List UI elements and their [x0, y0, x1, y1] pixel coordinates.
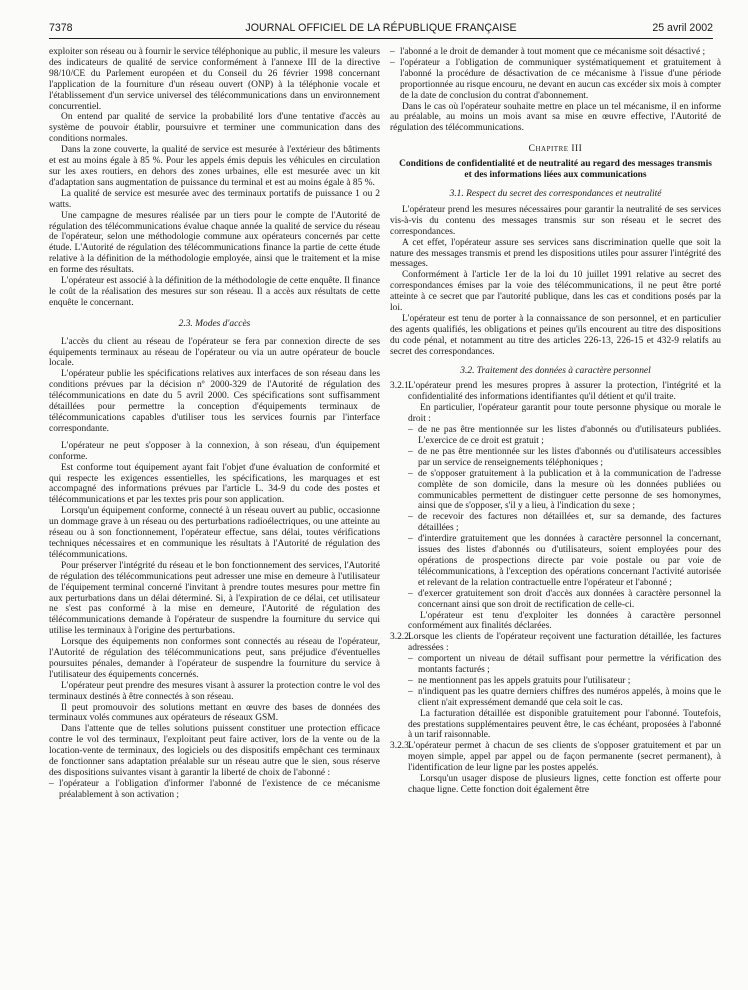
list-item: – l'opérateur a l'obligation de communiquer systématiquement et gratuitement à l'abonné la procédure de désactivation de ce mécanisme à l'issue d'une période proportionnée au risque encouru, ne devant en aucun cas excéder six mois à compter de la date de conclusion du contrat d'abonnement.: [390, 58, 721, 102]
paragraph: Lorsqu'un usager dispose de plusieurs lignes, cette fonction est offerte pour chaque ligne. Cette fonction doit également être: [408, 774, 721, 795]
chapter-heading: Chapitre III: [528, 144, 583, 155]
paragraph: L'opérateur est associé à la définition de la méthodologie de cette enquête. Il finance le coût de la réalisation des mesures sur son réseau. Il a accès aux résultats de cette enquête le concernant.: [49, 276, 380, 308]
section-heading-2-3: 2.3. Modes d'accès: [178, 318, 251, 329]
list-item: – de ne pas être mentionnée sur les listes d'abonnés ou d'utilisateurs publiées. L'exercice de ce droit est gratuit ;: [408, 425, 721, 447]
paragraph: En particulier, l'opérateur garantit pour toute personne physique ou morale le droit :: [408, 403, 721, 425]
header-rule: [49, 38, 713, 39]
list-item: – de ne pas être mentionnée sur les listes d'abonnés ou d'utilisateurs accessibles par un service de renseignements téléphoniques ;: [408, 447, 721, 469]
paragraph: A cet effet, l'opérateur assure ses services sans discrimination quelle que soit la nature des messages transmis et prend les dispositions utiles pour assurer l'intégrité des messages.: [390, 237, 721, 270]
list-item: – de s'opposer gratuitement à la publication et à la communication de l'adresse complète de son domicile, dans la mesure où les données publiées ou communicables permettent de distinguer cette personne de ses homonymes, ainsi que de s'opposer, s'il y a lieu, à l'indication du sexe ;: [408, 469, 721, 513]
paragraph: L'opérateur permet à chacun de ses clients de s'opposer gratuitement et par un moyen simple, appel par appel ou de façon permanente (secret permanent), à l'identification de leur ligne par les postes appelés.: [408, 741, 721, 774]
paragraph: L'opérateur prend les mesures nécessaires pour garantir la neutralité de ses services vis-à-vis du contenu des messages transmis sur son réseau et le secret des correspondances.: [390, 204, 721, 237]
text-columns: [49, 47, 721, 990]
right-column: [390, 47, 721, 796]
paragraph: L'opérateur ne peut s'opposer à la connexion, à son réseau, d'un équipement conforme.: [49, 440, 380, 462]
paragraph: Est conforme tout équipement ayant fait l'objet d'une évaluation de conformité et qui respecte les exigences essentielles, les spécifications, les marquages et est accompagné des informations prévues par l'article L. 34-9 du code des postes et télécommunications et par les textes pris pour son application.: [49, 462, 380, 506]
chapter-title: Conditions de confidentialité et de neutralité au regard des messages transmis et des informations liées aux communications: [399, 159, 712, 181]
publication-date: 25 avril 2002: [652, 22, 713, 34]
list-item: – n'indiquent pas les quatre derniers chiffres des numéros appelés, à moins que le client n'ait expressément demandé que cela soit le cas.: [408, 687, 721, 709]
bullet-list: [49, 779, 380, 801]
paragraph: L'opérateur peut prendre des mesures visant à assurer la protection contre le vol des terminaux destinés à être connectés à son réseau.: [49, 680, 380, 702]
paragraph: Une campagne de mesures réalisée par un tiers pour le compte de l'Autorité de régulation des télécommunications évalue chaque année la qualité de service du réseau de l'opérateur, selon une méthodologie commune aux opérateurs concernés par cette étude. L'Autorité de régulation des télécommunications finance la partie de cette étude relative à la définition de la méthodologie employée, ainsi que le traitement et la mise en forme des résultats.: [49, 210, 380, 276]
paragraph: Il peut promouvoir des solutions mettant en œuvre des bases de données des terminaux volés communes aux opérateurs de réseaux GSM.: [49, 702, 380, 724]
bullet-list: [408, 425, 721, 610]
paragraph: L'opérateur publie les spécifications relatives aux interfaces de son réseau dans les conditions prévues par la décision nº 2000-329 de l'Autorité de régulation des télécommunications en date du 5 avril 2000. Ces spécifications sont suffisamment détaillées pour permettre la conception d'équipements terminaux de télécommunications capables d'utiliser tous les services fournis par l'interface correspondante.: [49, 369, 380, 434]
list-item: – d'interdire gratuitement que les données à caractère personnel la concernant, issues des listes d'abonnés ou d'utilisateurs, soient employées pour des opérations de prospections directe par voie postale ou par voie de télécommunications, à l'exception des opérations concernant l'activité autorisée et relevant de la relation contractuelle entre l'opérateur et l'abonné ;: [408, 534, 721, 589]
list-item: – comportent un niveau de détail suffisant pour permettre la vérification des montants facturés ;: [408, 654, 721, 676]
section-heading-3-2: 3.2. Traitement des données à caractère personnel: [460, 365, 651, 376]
paragraph: exploiter son réseau ou à fournir le service téléphonique au public, il mesure les valeurs des indicateurs de qualité de service conformément à l'annexe III de la directive 98/10/CE du Parlement européen et du Conseil du 26 février 1998 concernant l'application de la fourniture d'un réseau ouvert (ONP) à la téléphonie vocale et l'établissement d'un service universel des télécommunications dans un environnement concurrentiel.: [49, 47, 380, 112]
paragraph: L'opérateur prend les mesures propres à assurer la protection, l'intégrité et la confidentialité des informations identifiantes qu'il détient et qu'il traite.: [408, 381, 721, 403]
list-item: – d'exercer gratuitement son droit d'accès aux données à caractère personnel la concernant ainsi que son droit de rectification de celle-ci.: [408, 589, 721, 611]
article-3-2-3: [390, 741, 721, 796]
paragraph: L'opérateur est tenu de porter à la connaissance de son personnel, et en particulier des agents qualifiés, les obligations et peines qu'ils encourent au titre des dispositions du code pénal, et notamment au titre des articles 226-13, 226-15 et 432-9 relatifs au secret des correspondances.: [390, 313, 721, 357]
list-item: – ne mentionnent pas les appels gratuits pour l'utilisateur ;: [408, 676, 721, 687]
paragraph: Conformément à l'article 1er de la loi du 10 juillet 1991 relative au secret des correspondances émises par la voie des télécommunications, il ne peut être porté atteinte à ce secret que par l'autorité publique, dans les cas et conditions posés par la loi.: [390, 270, 721, 314]
paragraph: L'opérateur est tenu d'exploiter les données à caractère personnel conformément aux finalités déclarées.: [408, 610, 721, 632]
paragraph: La facturation détaillée est disponible gratuitement pour l'abonné. Toutefois, des prestations supplémentaires peuvent être, le cas échéant, proposées à l'abonné à un tarif raisonnable.: [408, 708, 721, 741]
paragraph: Lorsque des équipements non conformes sont connectés au réseau de l'opérateur, l'Autorité de régulation des télécommunications peut, sans préjudice d'éventuelles poursuites pénales, demander à l'opérateur de suspendre la fourniture du service à l'utilisateur des équipements concernés.: [49, 637, 380, 680]
paragraph: Dans l'attente que de telles solutions puissent constituer une protection efficace contre le vol des terminaux, l'exploitant peut faire activer, lors de la vente ou de la location-vente de terminaux, des logiciels ou des dispositifs empêchant ces terminaux de fonctionner sans adaptation préalable sur un réseau autre que le sien, sous réserve des dispositions suivantes visant à garantir la liberté de choix de l'abonné :: [49, 724, 380, 778]
article-3-2-1: [390, 381, 721, 632]
journal-title: JOURNAL OFFICIEL DE LA RÉPUBLIQUE FRANÇAISE: [245, 22, 517, 34]
paragraph: Pour préserver l'intégrité du réseau et le bon fonctionnement des services, l'Autorité de régulation des télécommunications peut adresser une mise en demeure à l'utilisateur de l'équipement terminal concerné l'invitant à prendre toutes mesures pour mettre fin aux perturbations dans un délai déterminé. Si, à l'expiration de ce délai, cet utilisateur ne s'est pas conformé à la mise en demeure, l'Autorité de régulation des télécommunications demande à l'opérateur de suspendre la fourniture du service qui utilise les terminaux à l'origine des perturbations.: [49, 560, 380, 637]
paragraph: Lorsque les clients de l'opérateur reçoivent une facturation détaillée, les factures adressées :: [408, 632, 721, 654]
paragraph: Lorsqu'un équipement conforme, connecté à un réseau ouvert au public, occasionne un dommage grave à un réseau ou des perturbations radioélectriques, ou une atteinte au réseau ou à son fonctionnement, l'opérateur effectue, sans délai, toutes vérifications techniques nécessaires et en communique les résultats à l'Autorité de régulation des télécommunications.: [49, 506, 380, 560]
paragraph: Dans le cas où l'opérateur souhaite mettre en place un tel mécanisme, il en informe au préalable, au moins un mois avant sa mise en œuvre effective, l'Autorité de régulation des télécommunications.: [390, 101, 721, 134]
article-number: 3.2.3.: [390, 741, 412, 752]
paragraph: On entend par qualité de service la probabilité lors d'une tentative d'accès au système de pouvoir établir, poursuivre et terminer une communication dans des conditions normales.: [49, 112, 380, 145]
page-number: 7378: [49, 22, 73, 34]
paragraph: L'accès du client au réseau de l'opérateur se fera par connexion directe de ses équipements terminaux au réseau de l'opérateur ou via un autre opérateur de boucle locale.: [49, 336, 380, 369]
left-column: [49, 47, 380, 801]
page-header: [49, 22, 713, 36]
article-3-2-2: [390, 632, 721, 741]
article-number: 3.2.1.: [390, 381, 412, 392]
article-number: 3.2.2.: [390, 632, 412, 643]
bullet-list: [408, 654, 721, 709]
list-item: – l'abonné a le droit de demander à tout moment que ce mécanisme soit désactivé ;: [390, 47, 721, 58]
list-item: – de recevoir des factures non détaillées et, sur sa demande, des factures détaillées ;: [408, 512, 721, 534]
bullet-list: [390, 47, 721, 102]
paragraph: La qualité de service est mesurée avec des terminaux portatifs de puissance 1 ou 2 watts.: [49, 188, 380, 210]
section-heading-3-1: 3.1. Respect du secret des correspondances et neutralité: [449, 188, 662, 199]
list-item: – l'opérateur a l'obligation d'informer l'abonné de l'existence de ce mécanisme préalablement à son activation ;: [49, 779, 380, 801]
paragraph: Dans la zone couverte, la qualité de service est mesurée à l'extérieur des bâtiments et est au moins égale à 85 %. Pour les appels émis depuis les véhicules en circulation sur les axes routiers, en dehors des zones urbaines, elle est mesurée avec un kit d'adaptation sans augmentation de puissance du terminal et est au moins égale à 85 %.: [49, 145, 380, 188]
